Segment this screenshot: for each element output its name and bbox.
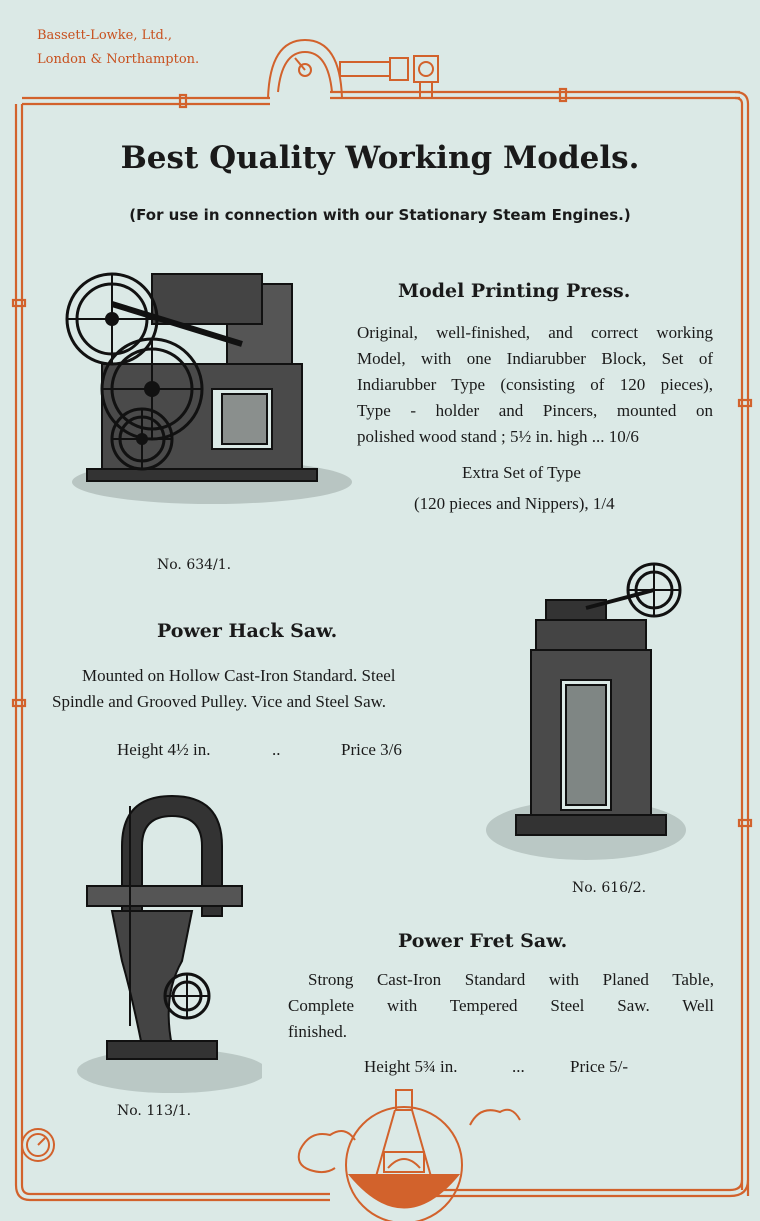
product-description: [288, 967, 714, 1045]
catalog-number: No. 616/2.: [572, 880, 647, 896]
steam-engine-ornament: [268, 40, 438, 98]
power-fret-saw-illustration: [62, 786, 262, 1106]
separator-dots: ..: [272, 740, 281, 759]
product-description: [52, 663, 472, 715]
extra-set-price-line: (120 pieces and Nippers), 1/4: [414, 494, 615, 513]
description-line: Spindle and Grooved Pulley. Vice and Steel Saw.: [52, 692, 387, 711]
price-text: Price 5/-: [570, 1057, 629, 1076]
product-heading: Model Printing Press.: [398, 280, 631, 302]
description-line: Original, well-finished, and correct working: [357, 323, 713, 342]
boiler-ornament: [299, 1090, 520, 1221]
product-heading: Power Fret Saw.: [398, 930, 568, 952]
description-line: Mounted on Hollow Cast-Iron Standard. Steel: [82, 666, 396, 685]
printing-press-illustration: [62, 244, 362, 544]
catalog-number: No. 634/1.: [157, 557, 232, 573]
description-line: Strong Cast-Iron Standard with Planed Table,: [308, 970, 714, 989]
pressure-gauge-ornament: [22, 1129, 54, 1161]
publisher-line: London & Northampton.: [37, 52, 200, 67]
description-line: polished wood stand ; 5½ in. high ... 10/6: [357, 427, 639, 446]
description-line: Type - holder and Pincers, mounted on: [357, 401, 713, 420]
extra-set-line: Extra Set of Type: [462, 463, 581, 482]
separator-dots: ...: [512, 1057, 525, 1076]
description-line: Model, with one Indiarubber Block, Set of: [357, 349, 713, 368]
product-description: [357, 320, 713, 450]
description-line: Complete with Tempered Steel Saw. Well: [288, 996, 714, 1015]
description-line: finished.: [288, 1022, 348, 1041]
height-text: Height 4½ in.: [117, 740, 211, 759]
product-heading: Power Hack Saw.: [157, 620, 338, 642]
price-text: Price 3/6: [341, 740, 402, 759]
page-subtitle: (For use in connection with our Stationary Steam Engines.): [129, 206, 631, 224]
page-title: Best Quality Working Models.: [120, 140, 640, 176]
description-line: Indiarubber Type (consisting of 120 pieces),: [357, 375, 713, 394]
publisher-block: [37, 24, 199, 72]
publisher-line: Bassett-Lowke, Ltd.,: [37, 28, 173, 43]
catalog-number: No. 113/1.: [117, 1103, 192, 1119]
height-text: Height 5¾ in.: [364, 1057, 458, 1076]
power-hack-saw-illustration: [486, 560, 696, 870]
